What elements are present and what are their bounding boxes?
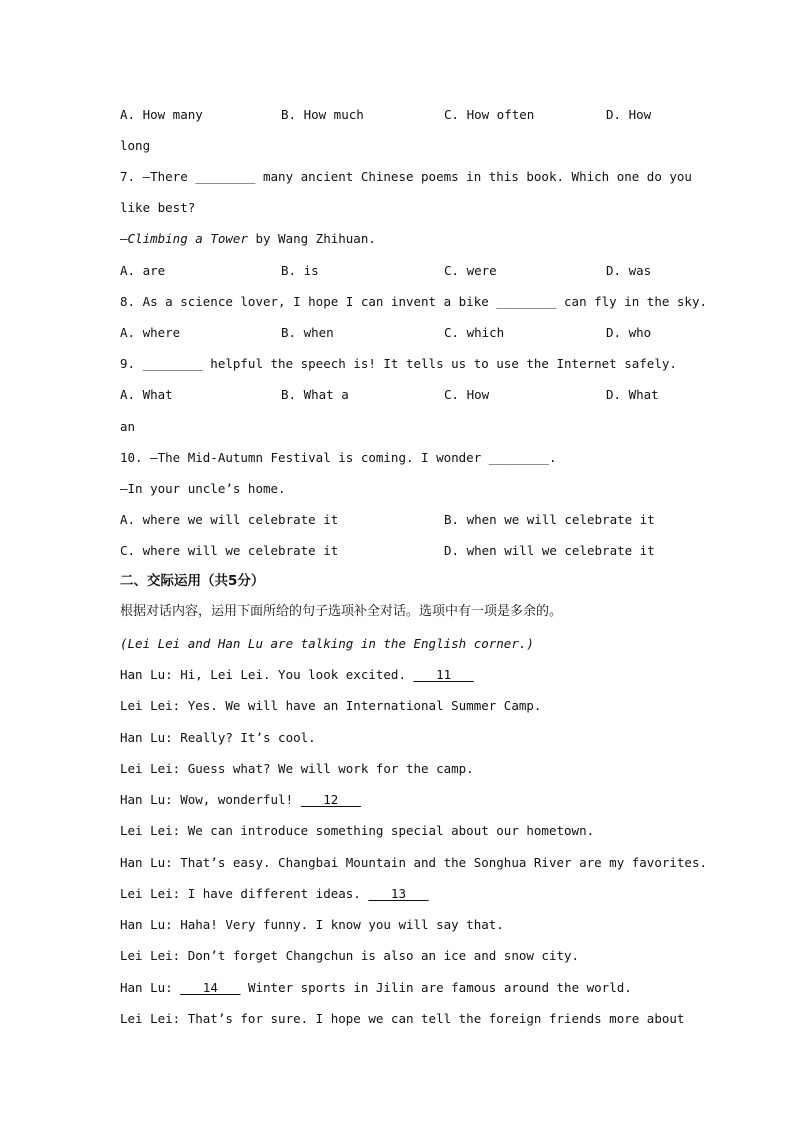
dialogue-line: Lei Lei: We can introduce something special about our hometown. (120, 823, 595, 838)
dialogue-blank-12: ___12___ (300, 792, 361, 807)
q7-stem-line2: like best? (120, 200, 196, 215)
q8-option-d: D. who (606, 325, 652, 340)
q7-answer-title: Climbing a Tower (127, 231, 248, 246)
section-instruction: 根据对话内容，运用下面所给的句子选项补全对话。选项中有一项是多余的。 (120, 604, 563, 619)
q8-option-a: A. where (120, 325, 181, 340)
dialogue-blank-14: ___14___ (180, 980, 241, 995)
q9-option-wrap: an (120, 419, 136, 434)
section-heading: 二、交际运用（共5分） (120, 573, 265, 589)
dialogue-line: Lei Lei: That’s for sure. I hope we can tell the foreign friends more about (120, 1011, 685, 1026)
dialogue-line: Han Lu: Haha! Very funny. I know you will say that. (120, 917, 504, 932)
dialogue-line: Lei Lei: Don’t forget Changchun is also an ice and snow city. (120, 948, 580, 963)
q7-stem-line1: 7. —There ________ many ancient Chinese poems in this book. Which one do you (120, 169, 692, 184)
dialogue-line (120, 792, 361, 808)
dialogue-line: Lei Lei: Guess what? We will work for the camp. (120, 761, 474, 776)
dialogue-text: Han Lu: Hi, Lei Lei. You look excited. (120, 667, 414, 682)
dialogue-text: Han Lu: Wow, wonderful! (120, 792, 301, 807)
q7-option-c: C. were (444, 263, 497, 278)
q6-option-b: B. How much (281, 107, 364, 122)
q10-answer: —In your uncle’s home. (120, 481, 286, 496)
q6-option-a: A. How many (120, 107, 203, 122)
q9-option-c: C. How (444, 387, 490, 402)
q9-option-a: A. What (120, 387, 173, 402)
dialogue-line (120, 886, 429, 902)
q9-option-b: B. What a (281, 387, 349, 402)
q10-stem: 10. —The Mid-Autumn Festival is coming. I wonder ________. (120, 450, 557, 465)
dialogue-line: Han Lu: That’s easy. Changbai Mountain and the Songhua River are my favorites. (120, 855, 707, 870)
q7-answer-dash: — (120, 231, 128, 246)
q10-option-a: A. where we will celebrate it (120, 512, 339, 527)
q10-option-d: D. when will we celebrate it (444, 543, 655, 558)
q9-stem: 9. ________ helpful the speech is! It tells us to use the Internet safely. (120, 356, 677, 371)
q6-option-c: C. How often (444, 107, 535, 122)
dialogue-blank-11: ___11___ (413, 667, 474, 682)
q7-option-b: B. is (281, 263, 319, 278)
dialogue-text: Han Lu: (120, 980, 181, 995)
q10-option-c: C. where will we celebrate it (120, 543, 339, 558)
q8-stem: 8. As a science lover, I hope I can invent a bike ________ can fly in the sky. (120, 294, 707, 309)
dialogue-text: Lei Lei: I have different ideas. (120, 886, 369, 901)
dialogue-line: Han Lu: Really? It’s cool. (120, 730, 316, 745)
dialogue-blank-13: ___13___ (368, 886, 429, 901)
q10-option-b: B. when we will celebrate it (444, 512, 655, 527)
dialogue-line (120, 667, 474, 683)
q7-answer-rest: by Wang Zhihuan. (247, 231, 376, 246)
q6-option-d: D. How (606, 107, 652, 122)
q9-option-d: D. What (606, 387, 659, 402)
q7-option-d: D. was (606, 263, 652, 278)
q7-option-a: A. are (120, 263, 166, 278)
q6-option-wrap: long (120, 138, 151, 153)
dialogue-line: Lei Lei: Yes. We will have an International Summer Camp. (120, 698, 542, 713)
q8-option-c: C. which (444, 325, 505, 340)
dialogue-text-after: Winter sports in Jilin are famous around the world. (240, 980, 632, 995)
dialogue-context: (Lei Lei and Han Lu are talking in the English corner.) (120, 636, 534, 651)
q8-option-b: B. when (281, 325, 334, 340)
dialogue-line (120, 980, 632, 996)
q7-answer (120, 231, 376, 247)
